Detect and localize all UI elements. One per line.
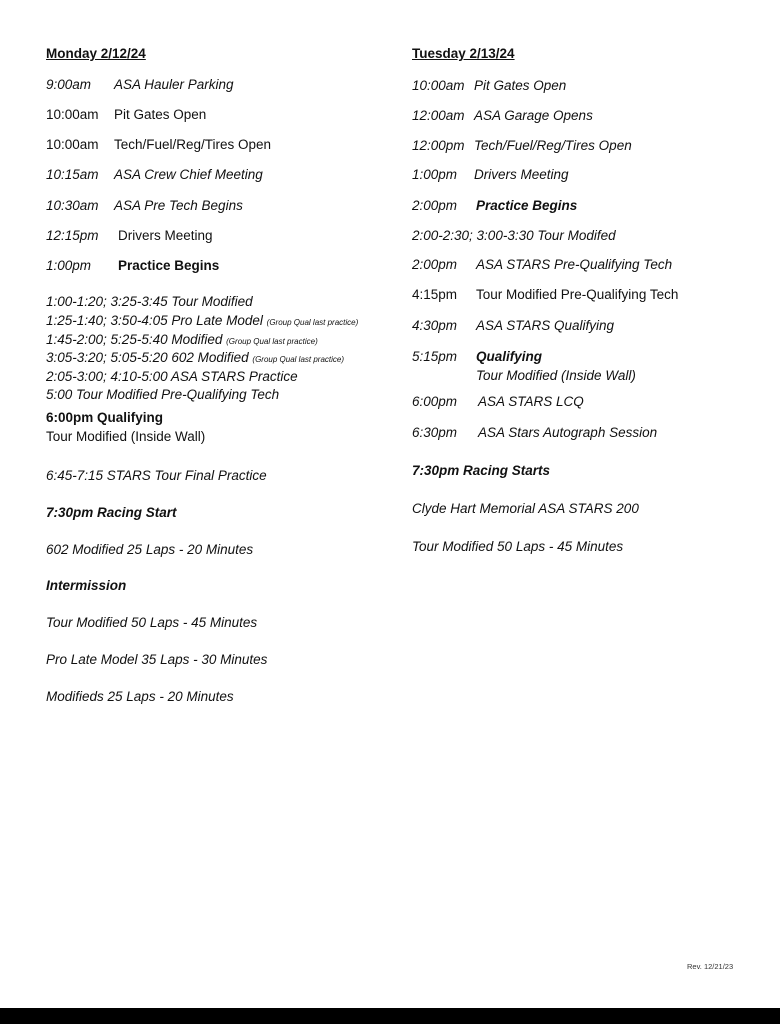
schedule-row — [412, 167, 569, 183]
tuesday-header: Tuesday 2/13/24 — [412, 46, 515, 61]
practice-line — [46, 313, 358, 331]
row-time: 5:15pm — [412, 349, 458, 364]
row-time: 1:00pm — [46, 258, 92, 273]
practice-note: (Group Qual last practice) — [226, 337, 318, 346]
row-label: Tour Modified Pre-Qualifying Tech — [476, 287, 679, 302]
row-label: ASA Garage Opens — [474, 108, 593, 123]
row-time: 12:15pm — [46, 228, 99, 243]
row-label: ASA STARS Pre-Qualifying Tech — [476, 257, 673, 272]
monday-header: Monday 2/12/24 — [46, 46, 146, 61]
schedule-row — [46, 258, 219, 274]
schedule-row — [412, 78, 566, 94]
race-item: Clyde Hart Memorial ASA STARS 200 — [412, 501, 639, 516]
schedule-row — [46, 228, 213, 244]
schedule-row — [412, 257, 672, 273]
schedule-row — [46, 198, 243, 214]
row-label: Drivers Meeting — [474, 167, 569, 182]
row-time: 10:30am — [46, 198, 99, 213]
row-label: ASA STARS LCQ — [478, 394, 584, 409]
intermission: Intermission — [46, 578, 127, 593]
schedule-row — [412, 425, 657, 441]
revision-note: Rev. 12/21/23 — [687, 962, 734, 971]
schedule-row — [46, 167, 263, 183]
row-sub: Tour Modified (Inside Wall) — [476, 368, 636, 383]
race-item: Modifieds 25 Laps - 20 Minutes — [46, 689, 234, 704]
row-label: Qualifying — [476, 349, 543, 364]
row-label: ASA Stars Autograph Session — [478, 425, 658, 440]
practice-text: 5:00 Tour Modified Pre-Qualifying Tech — [46, 387, 280, 402]
row-label: ASA Pre Tech Begins — [114, 198, 243, 213]
row-label: Tech/Fuel/Reg/Tires Open — [474, 138, 632, 153]
race-item: Tour Modified 50 Laps - 45 Minutes — [46, 615, 258, 630]
row-label: ASA Hauler Parking — [114, 77, 234, 92]
row-label: Practice Begins — [476, 198, 578, 213]
schedule-row — [412, 108, 593, 124]
row-label: ASA STARS Qualifying — [476, 318, 615, 333]
row-time: 2:00pm — [412, 198, 458, 213]
bottom-bar — [0, 1008, 780, 1024]
schedule-row — [412, 198, 577, 214]
schedule-row — [46, 107, 206, 123]
schedule-row — [412, 138, 632, 154]
practice-text: 1:00-1:20; 3:25-3:45 Tour Modified — [46, 294, 253, 309]
schedule-row — [412, 349, 542, 365]
row-time: 6:00pm — [412, 394, 458, 409]
practice-line — [46, 294, 253, 310]
row-time: 2:00pm — [412, 257, 458, 272]
practice-note: (Group Qual last practice) — [252, 355, 345, 364]
row-time: 12:00pm — [412, 138, 465, 153]
row-label: Tech/Fuel/Reg/Tires Open — [114, 137, 272, 152]
row-time: 1:00pm — [412, 167, 458, 182]
practice-text: 2:05-3:00; 4:10-5:00 ASA STARS Practice — [46, 369, 298, 384]
row-label: Drivers Meeting — [118, 228, 213, 243]
schedule-row — [46, 137, 271, 153]
race-item: Tour Modified 50 Laps - 45 Minutes — [412, 539, 624, 554]
row-time: 12:00am — [412, 108, 465, 123]
row-time: 10:00am — [412, 78, 465, 93]
race-item: 602 Modified 25 Laps - 20 Minutes — [46, 542, 254, 557]
schedule-row — [412, 287, 678, 303]
race-item: Pro Late Model 35 Laps - 30 Minutes — [46, 652, 268, 667]
row-label: Pit Gates Open — [474, 78, 567, 93]
row-time: 10:00am — [46, 137, 99, 152]
schedule-row — [412, 318, 614, 334]
row-label: ASA Crew Chief Meeting — [114, 167, 263, 182]
racing-starts: 7:30pm Racing Starts — [412, 463, 551, 478]
practice-note: (Group Qual last practice) — [266, 318, 359, 327]
qualifying-title: 6:00pm Qualifying — [46, 410, 164, 425]
row-time: 4:30pm — [412, 318, 458, 333]
racing-start: 7:30pm Racing Start — [46, 505, 177, 520]
practice-line — [46, 350, 344, 368]
qualifying-sub: Tour Modified (Inside Wall) — [46, 429, 206, 444]
practice-text: 3:05-3:20; 5:05-5:20 602 Modified — [46, 350, 249, 365]
schedule-row — [412, 394, 584, 410]
row-time: 10:15am — [46, 167, 99, 182]
practice-line — [46, 387, 279, 403]
row-label: Pit Gates Open — [114, 107, 207, 122]
practice-line — [46, 369, 298, 385]
practice-text: 1:25-1:40; 3:50-4:05 Pro Late Model — [46, 313, 263, 328]
final-practice: 6:45-7:15 STARS Tour Final Practice — [46, 468, 267, 483]
row-label: Practice Begins — [118, 258, 220, 273]
row-time: 4:15pm — [412, 287, 458, 302]
schedule-row — [46, 77, 234, 93]
row-time: 9:00am — [46, 77, 92, 92]
row-time: 10:00am — [46, 107, 99, 122]
row-time: 6:30pm — [412, 425, 458, 440]
schedule-row: 2:00-2:30; 3:00-3:30 Tour Modifed — [412, 228, 616, 243]
practice-line — [46, 332, 318, 350]
practice-text: 1:45-2:00; 5:25-5:40 Modified — [46, 332, 223, 347]
